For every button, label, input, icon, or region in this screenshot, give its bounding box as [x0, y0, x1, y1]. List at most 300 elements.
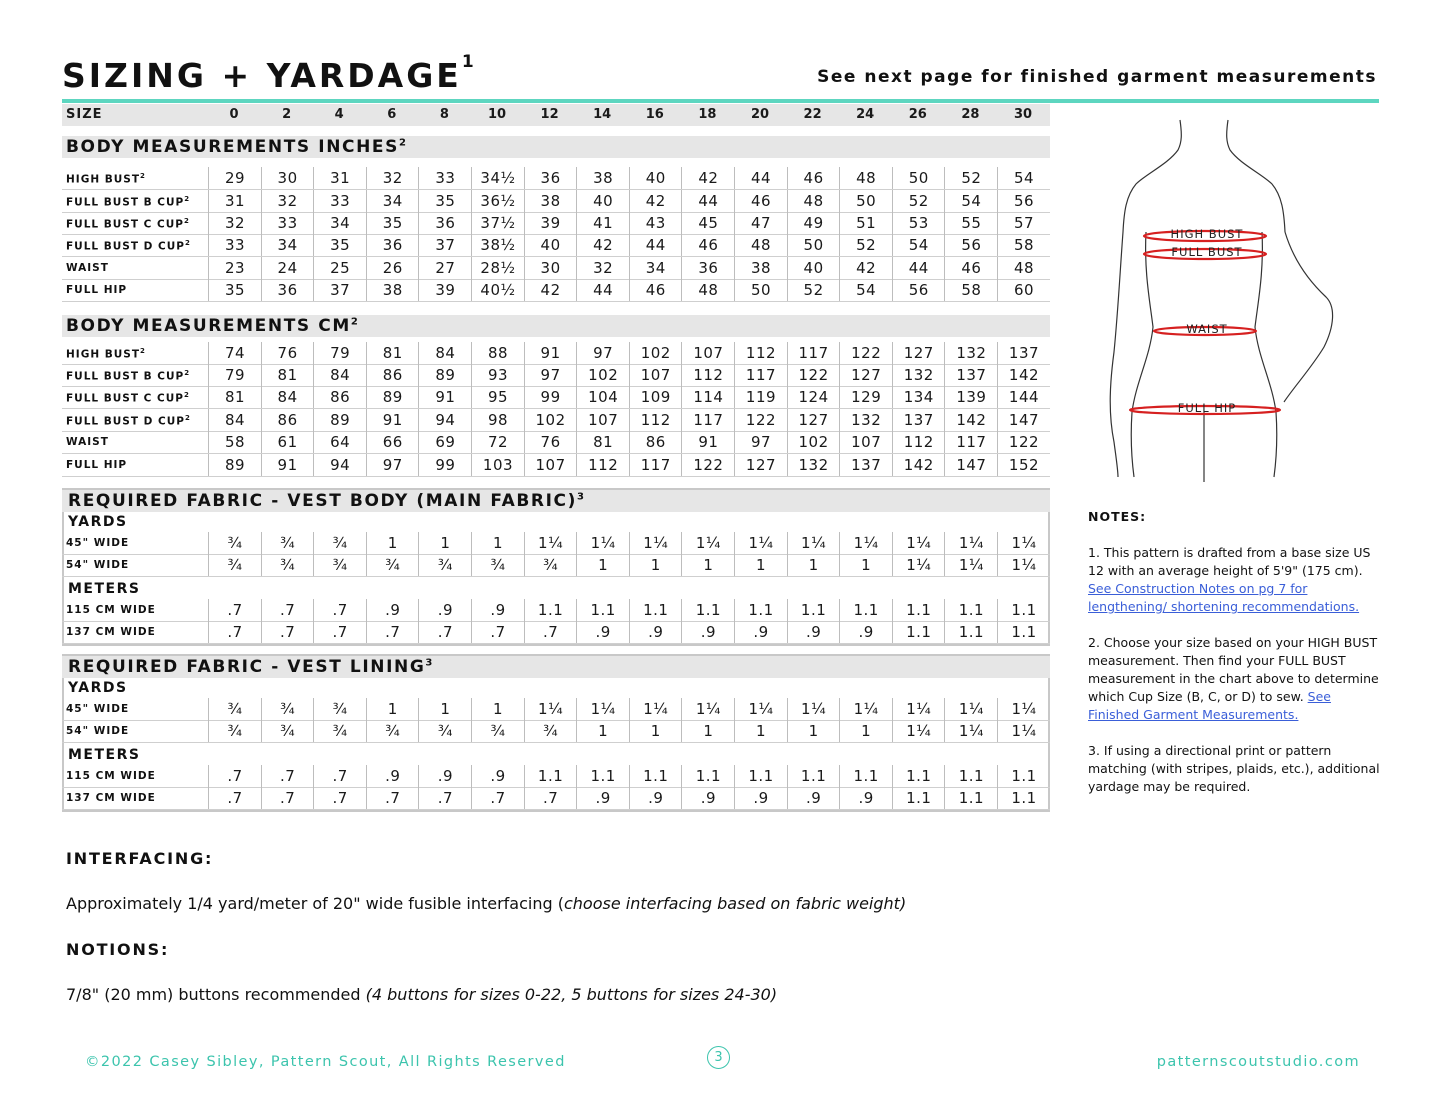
row-label [66, 703, 129, 715]
table-cell: 117 [681, 409, 734, 431]
table-cell: 91 [366, 409, 419, 431]
row-label [66, 559, 129, 571]
table-cell: 89 [366, 386, 419, 408]
table-cell: .7 [366, 621, 419, 643]
table-cell: 117 [734, 364, 787, 386]
table-cell: 66 [366, 431, 419, 453]
table-cell: 147 [997, 409, 1050, 431]
footer-copyright: ©2022 Casey Sibley, Pattern Scout, All Rights Reserved [85, 1054, 566, 1070]
table-cell: 42 [629, 190, 682, 212]
table-cell: 1¼ [524, 698, 577, 720]
table-cell: 1.1 [787, 765, 840, 787]
note-2 [1088, 634, 1380, 724]
table-cell: 44 [892, 257, 945, 279]
table-cell: 1¼ [892, 554, 945, 576]
table-cell: 69 [418, 431, 471, 453]
table-cell: 40 [629, 167, 682, 189]
table-cell: .7 [261, 787, 314, 809]
table-cell: 1.1 [892, 787, 945, 809]
table-cell: 48 [997, 257, 1050, 279]
table-cell: 56 [997, 190, 1050, 212]
row-label-footnote: 2 [184, 195, 190, 203]
table-cell: 54 [944, 190, 997, 212]
row-label-text: 137 CM WIDE [66, 792, 156, 804]
table-cell: 1.1 [576, 765, 629, 787]
table-cell: 1.1 [839, 599, 892, 621]
table-cell: 56 [944, 234, 997, 256]
row-label-text: 115 CM WIDE [66, 770, 156, 782]
table-cell: 30 [524, 257, 577, 279]
table-row [62, 765, 1050, 788]
table-cell: 1¼ [892, 532, 945, 554]
table-cell: .9 [471, 765, 524, 787]
table-cell: 1¼ [524, 532, 577, 554]
row-label [66, 436, 109, 448]
table-cell: 33 [261, 212, 314, 234]
size-header-row [62, 104, 1050, 126]
table-cell: 1.1 [524, 765, 577, 787]
table-cell: .9 [734, 787, 787, 809]
interfacing-note: choose interfacing based on fabric weight) [563, 894, 907, 913]
fabric-table-title [68, 491, 584, 511]
table-cell: 32 [576, 257, 629, 279]
interfacing-heading: INTERFACING: [66, 849, 214, 868]
title-footnote: 1 [461, 52, 474, 72]
table-cell: 97 [366, 454, 419, 476]
fabric-table-header [62, 656, 1050, 678]
table-row [62, 167, 1050, 190]
table-cell: 97 [524, 364, 577, 386]
table-cell: .9 [787, 621, 840, 643]
table-cell: 89 [313, 409, 366, 431]
row-label [66, 604, 156, 616]
table-cell: 58 [208, 431, 261, 453]
table-cell: ¾ [524, 554, 577, 576]
table-cell: 81 [576, 431, 629, 453]
table-cell: 94 [313, 454, 366, 476]
table-cell: 132 [892, 364, 945, 386]
table-row [62, 190, 1050, 213]
table-cell: .9 [366, 599, 419, 621]
table-cell: ¾ [208, 698, 261, 720]
table-cell: ¾ [471, 720, 524, 742]
table-cell: 36 [261, 279, 314, 301]
notes-panel [1088, 508, 1380, 814]
row-label [66, 725, 129, 737]
row-label-footnote: 2 [184, 369, 190, 377]
table-cell: 40 [787, 257, 840, 279]
table-cell: 1 [681, 554, 734, 576]
row-label-text: FULL BUST D CUP [66, 240, 185, 253]
table-cell: 132 [839, 409, 892, 431]
table-cell: 28½ [471, 257, 524, 279]
row-label [66, 195, 189, 209]
table-cell: 26 [366, 257, 419, 279]
table-cell: 64 [313, 431, 366, 453]
table-cell: .7 [261, 765, 314, 787]
table-cell: 81 [366, 342, 419, 364]
table-cell: .9 [366, 765, 419, 787]
table-cell: 117 [787, 342, 840, 364]
table-cell: 137 [839, 454, 892, 476]
table-cell: 122 [734, 409, 787, 431]
size-header-cell: 10 [487, 107, 507, 122]
table-cell: 1.1 [576, 599, 629, 621]
table-cell: 52 [944, 167, 997, 189]
table-cell: 30 [261, 167, 314, 189]
table-cell: 48 [734, 234, 787, 256]
table-cell: .9 [471, 599, 524, 621]
table-cell: 91 [261, 454, 314, 476]
table-row [62, 386, 1050, 409]
fabric-title-text: REQUIRED FABRIC - VEST BODY (MAIN FABRIC) [68, 491, 577, 511]
table-row [62, 234, 1050, 257]
table-cell: 42 [576, 234, 629, 256]
table-cell: ¾ [418, 554, 471, 576]
table-cell: 40 [524, 234, 577, 256]
fabric-title-footnote: 3 [425, 657, 433, 669]
table-cell: 48 [787, 190, 840, 212]
table-cell: 86 [629, 431, 682, 453]
table-cell: 46 [944, 257, 997, 279]
figure-neck-left [1123, 120, 1181, 232]
table-cell: .7 [471, 787, 524, 809]
table-cell: 1.1 [997, 599, 1050, 621]
table-cell: 1¼ [997, 720, 1050, 742]
table-cell: 1¼ [576, 698, 629, 720]
size-header-cell: 16 [645, 107, 664, 122]
table-cell: ¾ [524, 720, 577, 742]
table-cell: 1.1 [997, 787, 1050, 809]
row-label [66, 626, 156, 638]
row-label-footnote: 2 [184, 414, 190, 422]
table-row [62, 364, 1050, 387]
fabric-title-text: REQUIRED FABRIC - VEST LINING [68, 657, 426, 677]
table-cell: 54 [839, 279, 892, 301]
row-label [66, 770, 156, 782]
table-cell: ¾ [261, 720, 314, 742]
unit-group-label: METERS [68, 747, 141, 763]
table-cell: 54 [997, 167, 1050, 189]
fabric-table-title [68, 657, 432, 677]
table-cell: 114 [681, 386, 734, 408]
table-cell: 124 [787, 386, 840, 408]
size-header-label: SIZE [66, 107, 103, 122]
table-cell: 31 [313, 167, 366, 189]
table-cell: 99 [418, 454, 471, 476]
table-cell: 72 [471, 431, 524, 453]
table-cell: ¾ [261, 554, 314, 576]
table-cell: 48 [681, 279, 734, 301]
table-cell: .7 [366, 787, 419, 809]
table-cell: 102 [629, 342, 682, 364]
table-cell: 1.1 [892, 599, 945, 621]
row-label [66, 414, 190, 428]
table-cell: 1 [734, 554, 787, 576]
full-hip-label: FULL HIP [1177, 401, 1237, 415]
table-cell: 107 [576, 409, 629, 431]
row-label-text: 54" WIDE [66, 559, 130, 571]
table-cell: 1¼ [944, 532, 997, 554]
figure-left-arm [1110, 232, 1123, 477]
table-cell: 86 [261, 409, 314, 431]
page-number: 3 [707, 1046, 730, 1069]
table-cell: .7 [313, 599, 366, 621]
table-cell: 91 [681, 431, 734, 453]
table-cell: 147 [944, 454, 997, 476]
note-2-text: 2. Choose your size based on your HIGH BUST measurement. Then find your FULL BUST measurement in the chart above to determine which Cup Size (B, C, or D) to sew. [1088, 635, 1379, 704]
title-text: SIZING + YARDAGE [62, 56, 462, 95]
notions-main: 7/8" (20 mm) buttons recommended [66, 985, 366, 1004]
section-title-footnote: 2 [398, 137, 406, 149]
table-cell: 46 [734, 190, 787, 212]
table-cell: .7 [261, 599, 314, 621]
table-cell: 36 [366, 234, 419, 256]
table-cell: 144 [997, 386, 1050, 408]
table-cell: 1.1 [839, 765, 892, 787]
table-row [62, 787, 1050, 810]
table-cell: 122 [681, 454, 734, 476]
table-cell: 38 [524, 190, 577, 212]
row-label-text: HIGH BUST [66, 348, 141, 361]
figure-left-side [1131, 232, 1153, 477]
table-cell: 1 [366, 698, 419, 720]
table-cell: 1 [839, 554, 892, 576]
table-cell: 103 [471, 454, 524, 476]
fabric-title-footnote: 3 [576, 491, 584, 503]
size-header-cell: 18 [698, 107, 717, 122]
row-label-text: 137 CM WIDE [66, 626, 156, 638]
table-cell: 34 [629, 257, 682, 279]
table-cell: ¾ [208, 532, 261, 554]
table-cell: .9 [576, 787, 629, 809]
table-cell: .7 [208, 765, 261, 787]
table-cell: .7 [208, 599, 261, 621]
table-cell: 117 [944, 431, 997, 453]
table-cell: 1¼ [629, 698, 682, 720]
table-cell: 1.1 [892, 621, 945, 643]
row-label-text: 115 CM WIDE [66, 604, 156, 616]
table-cell: .9 [787, 787, 840, 809]
row-label-text: FULL BUST B CUP [66, 196, 185, 209]
size-header-cell: 2 [282, 107, 292, 122]
table-cell: .7 [418, 621, 471, 643]
row-label-text: FULL HIP [66, 284, 128, 296]
table-cell: 43 [629, 212, 682, 234]
table-cell: 58 [997, 234, 1050, 256]
fabric-table-header [62, 490, 1050, 512]
table-cell: 102 [787, 431, 840, 453]
table-cell: .9 [418, 599, 471, 621]
table-cell: .9 [576, 621, 629, 643]
table-cell: 40½ [471, 279, 524, 301]
row-label [66, 217, 189, 231]
table-cell: 1¼ [681, 532, 734, 554]
table-cell: 1 [787, 554, 840, 576]
table-cell: 39 [418, 279, 471, 301]
row-label-footnote: 2 [140, 172, 145, 180]
table-cell: 142 [892, 454, 945, 476]
body-measurement-figure [1098, 112, 1348, 482]
row-label-text: WAIST [66, 262, 109, 274]
table-cell: 32 [366, 167, 419, 189]
table-cell: 1.1 [997, 621, 1050, 643]
section-title [66, 137, 406, 157]
table-row [62, 257, 1050, 280]
table-cell: 52 [787, 279, 840, 301]
table-cell: 36 [681, 257, 734, 279]
table-cell: ¾ [313, 720, 366, 742]
table-cell: 112 [629, 409, 682, 431]
table-cell: 1 [734, 720, 787, 742]
table-cell: 42 [524, 279, 577, 301]
table-cell: ¾ [261, 698, 314, 720]
table-cell: 122 [839, 342, 892, 364]
table-cell: 117 [629, 454, 682, 476]
table-cell: 49 [787, 212, 840, 234]
size-header-cell: 22 [803, 107, 822, 122]
high-bust-label: HIGH BUST [1170, 227, 1244, 241]
table-cell: 1¼ [944, 554, 997, 576]
table-cell: 1¼ [997, 532, 1050, 554]
table-cell: 1.1 [997, 765, 1050, 787]
table-cell: 84 [261, 386, 314, 408]
table-cell: 109 [629, 386, 682, 408]
table-cell: 1¼ [576, 532, 629, 554]
table-cell: 44 [681, 190, 734, 212]
notions-text [66, 985, 777, 1004]
table-cell: 97 [576, 342, 629, 364]
table-cell: ¾ [208, 554, 261, 576]
table-cell: 50 [892, 167, 945, 189]
table-cell: 52 [839, 234, 892, 256]
size-header-cell: 20 [750, 107, 770, 122]
table-cell: 1.1 [944, 621, 997, 643]
table-row [62, 342, 1050, 365]
table-cell: 79 [208, 364, 261, 386]
table-cell: 93 [471, 364, 524, 386]
section-title-text: BODY MEASUREMENTS CM [66, 316, 351, 336]
table-cell: 86 [366, 364, 419, 386]
table-cell: 1¼ [734, 532, 787, 554]
table-cell: 112 [576, 454, 629, 476]
table-cell: 38½ [471, 234, 524, 256]
table-cell: 46 [787, 167, 840, 189]
footer-website-link[interactable]: patternscoutstudio.com [1156, 1054, 1360, 1070]
note-1 [1088, 544, 1380, 616]
table-cell: 34 [261, 234, 314, 256]
size-header-cell: 28 [961, 107, 980, 122]
table-row [62, 554, 1050, 577]
table-cell: .9 [839, 787, 892, 809]
row-label-text: FULL HIP [66, 459, 128, 471]
table-row [62, 532, 1050, 555]
table-row [62, 720, 1050, 743]
table-row [62, 279, 1050, 302]
table-cell: 1 [681, 720, 734, 742]
table-cell: 1 [366, 532, 419, 554]
table-cell: 134 [892, 386, 945, 408]
table-cell: 33 [313, 190, 366, 212]
table-cell: .9 [418, 765, 471, 787]
table-cell: 127 [892, 342, 945, 364]
table-cell: 1 [418, 698, 471, 720]
title-rule [62, 99, 1379, 103]
table-cell: 84 [208, 409, 261, 431]
row-label [66, 369, 189, 383]
table-cell: .7 [313, 787, 366, 809]
size-header-cell: 0 [229, 107, 239, 122]
section-title [66, 316, 358, 336]
table-cell: 35 [366, 212, 419, 234]
table-cell: 48 [839, 167, 892, 189]
size-header-cell: 30 [1013, 107, 1033, 122]
table-cell: 1 [576, 554, 629, 576]
table-cell: 58 [944, 279, 997, 301]
row-label [66, 172, 145, 186]
table-cell: 1¼ [997, 698, 1050, 720]
row-label-text: 45" WIDE [66, 703, 130, 715]
table-cell: 76 [524, 431, 577, 453]
row-label-text: FULL BUST B CUP [66, 370, 185, 383]
table-cell: 38 [734, 257, 787, 279]
table-cell: 1 [839, 720, 892, 742]
table-cell: 42 [839, 257, 892, 279]
table-cell: .7 [261, 621, 314, 643]
construction-notes-link[interactable]: See Construction Notes on pg 7 for lengthening/ shortening recommendations. [1088, 581, 1360, 614]
table-cell: 1.1 [734, 765, 787, 787]
table-cell: 119 [734, 386, 787, 408]
table-cell: 107 [681, 342, 734, 364]
row-label-text: FULL BUST D CUP [66, 415, 185, 428]
table-cell: 89 [208, 454, 261, 476]
table-cell: 1¼ [787, 532, 840, 554]
table-cell: 54 [892, 234, 945, 256]
table-cell: 127 [787, 409, 840, 431]
table-cell: ¾ [366, 720, 419, 742]
table-cell: 34 [366, 190, 419, 212]
table-cell: 31 [208, 190, 261, 212]
table-cell: 137 [892, 409, 945, 431]
table-cell: 35 [313, 234, 366, 256]
row-label-text: FULL BUST C CUP [66, 392, 184, 405]
table-cell: ¾ [471, 554, 524, 576]
table-cell: 1¼ [839, 532, 892, 554]
table-cell: 98 [471, 409, 524, 431]
table-cell: 1 [787, 720, 840, 742]
table-row [62, 431, 1050, 454]
notes-heading: NOTES: [1088, 509, 1147, 524]
table-cell: 86 [313, 386, 366, 408]
table-cell: 29 [208, 167, 261, 189]
table-cell: 53 [892, 212, 945, 234]
row-label [66, 239, 190, 253]
table-cell: 1¼ [787, 698, 840, 720]
row-label [66, 284, 127, 296]
table-cell: ¾ [261, 532, 314, 554]
row-label-text: HIGH BUST [66, 173, 141, 186]
table-cell: 61 [261, 431, 314, 453]
row-label-footnote: 2 [183, 391, 189, 399]
size-header-cell: 4 [334, 107, 344, 122]
table-cell: 33 [418, 167, 471, 189]
table-cell: .7 [313, 621, 366, 643]
table-cell: 1¼ [734, 698, 787, 720]
table-cell: 88 [471, 342, 524, 364]
waist-label: WAIST [1186, 322, 1228, 336]
finished-measurements-link[interactable]: See Finished Garment Measurements. [1088, 689, 1331, 722]
table-cell: 137 [944, 364, 997, 386]
